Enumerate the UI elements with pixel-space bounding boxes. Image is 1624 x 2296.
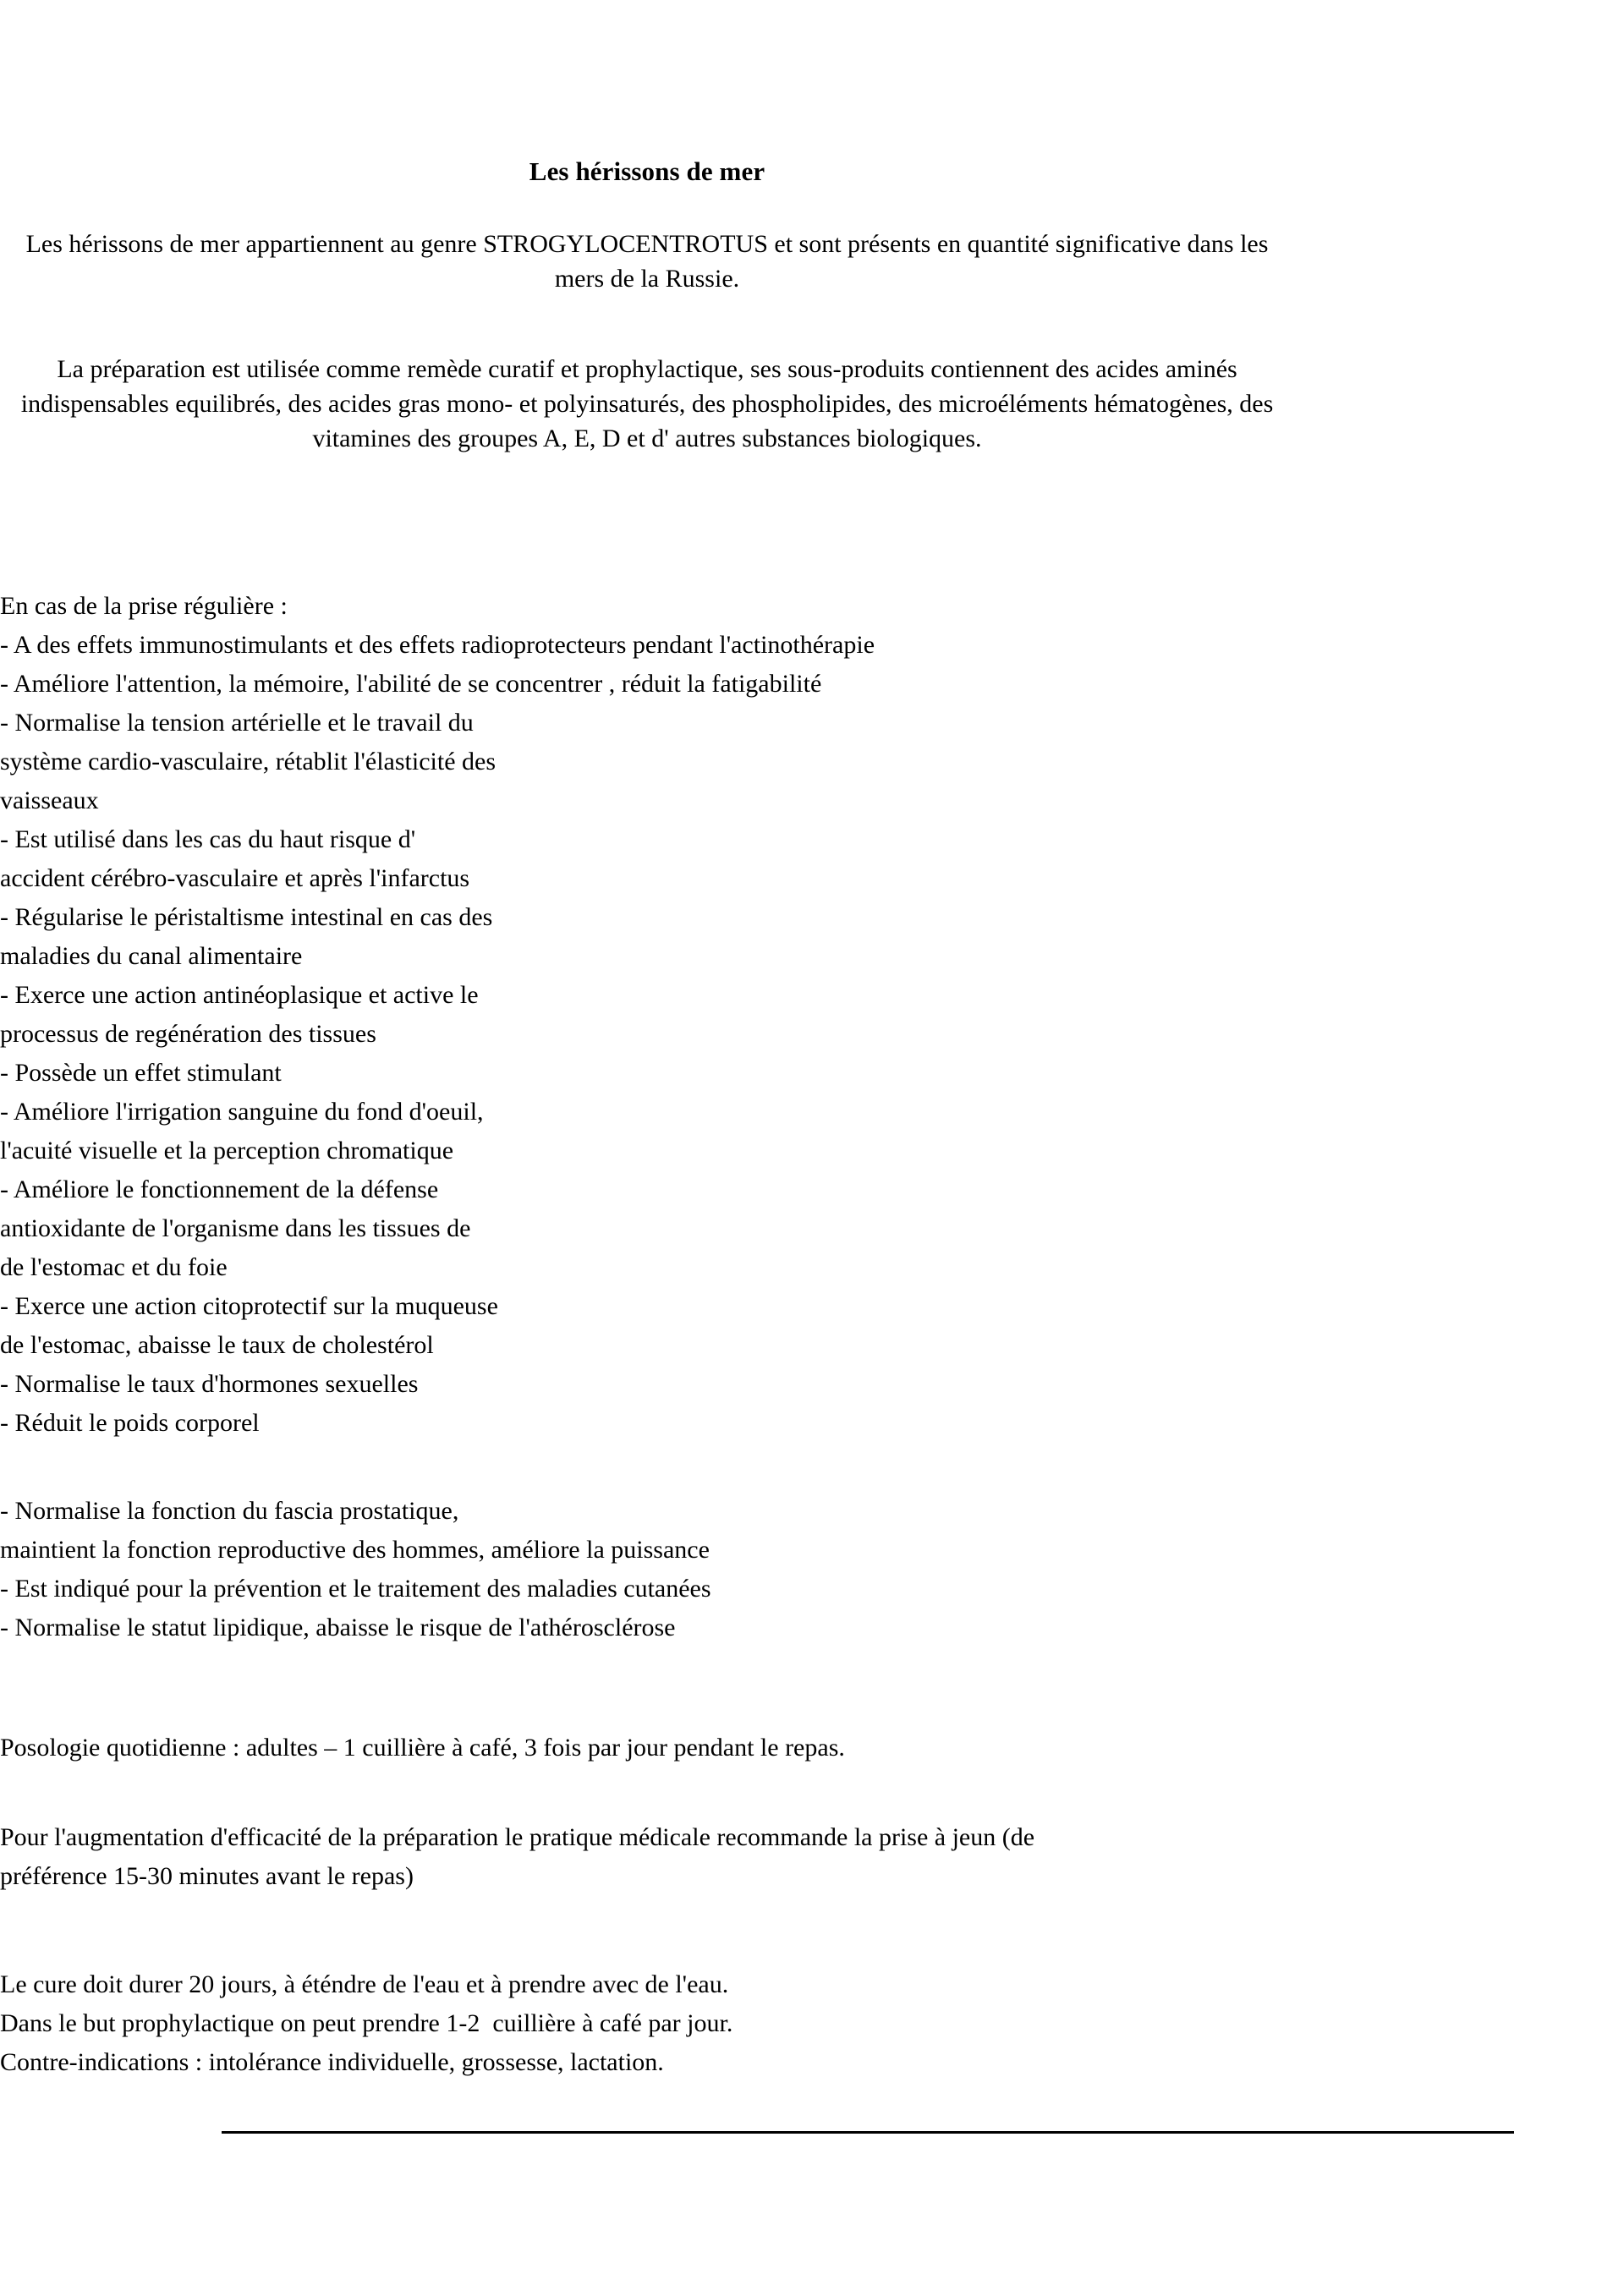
effects-line: - Améliore le fonctionnement de la défense	[0, 1175, 439, 1203]
intro-paragraph-species: Les hérissons de mer appartiennent au genre STROGYLOCENTROTUS et sont présents en quantité significative dans les mers de la Russie.	[25, 230, 1269, 293]
effects-line: - Possède un effet stimulant	[0, 1059, 282, 1087]
efficacy-line: Pour l'augmentation d'efficacité de la préparation le pratique médicale recommande la prise à jeun (de	[0, 1823, 1035, 1851]
effects-line: de l'estomac et du foie	[0, 1253, 228, 1281]
effects-line: - A des effets immunostimulants et des effets radioprotecteurs pendant l'actinothérapie	[0, 631, 875, 659]
posology-line: Posologie quotidienne : adultes – 1 cuillière à café, 3 fois par jour pendant le repas.	[0, 1734, 845, 1762]
effects-line: - Normalise le taux d'hormones sexuelles	[0, 1370, 419, 1398]
prostate-line: - Normalise la fonction du fascia prostatique,	[0, 1497, 459, 1525]
prostate-section	[0, 1492, 1294, 1647]
effects-line: antioxidante de l'organisme dans les tissues de	[0, 1214, 471, 1242]
cure-section	[0, 1965, 1294, 2082]
effects-line: accident cérébro-vasculaire et après l'infarctus	[0, 864, 470, 892]
posology-section	[0, 1729, 1294, 1767]
effects-line: de l'estomac, abaisse le taux de cholestérol	[0, 1331, 434, 1359]
effects-line: - Améliore l'irrigation sanguine du fond d'oeuil,	[0, 1098, 484, 1126]
efficacy-line: préférence 15-30 minutes avant le repas)	[0, 1862, 414, 1890]
effects-line: - Régularise le péristaltisme intestinal en cas des	[0, 903, 493, 931]
effects-line: système cardio-vasculaire, rétablit l'élasticité des	[0, 748, 496, 775]
effects-line: vaisseaux	[0, 786, 99, 814]
footer-divider	[222, 2131, 1514, 2134]
effects-line: - Normalise la tension artérielle et le travail du	[0, 709, 474, 737]
cure-line: Contre-indications : intolérance individuelle, grossesse, lactation.	[0, 2048, 664, 2076]
effects-line: processus de regénération des tissues	[0, 1020, 376, 1048]
effects-section	[0, 587, 1294, 1443]
prostate-line: maintient la fonction reproductive des hommes, améliore la puissance	[0, 1536, 710, 1564]
efficacy-section	[0, 1818, 1294, 1896]
effects-line: - Est utilisé dans les cas du haut risque d'	[0, 825, 416, 853]
cure-line: Le cure doit durer 20 jours, à éténdre de l'eau et à prendre avec de l'eau.	[0, 1970, 729, 1998]
effects-line: - Exerce une action citoprotectif sur la muqueuse	[0, 1292, 498, 1320]
effects-line: l'acuité visuelle et la perception chromatique	[0, 1137, 454, 1164]
effects-line: - Réduit le poids corporel	[0, 1409, 260, 1437]
effects-line: - Exerce une action antinéoplasique et active le	[0, 981, 479, 1009]
effects-line: - Améliore l'attention, la mémoire, l'abilité de se concentrer , réduit la fatigabilité	[0, 670, 822, 698]
page-title: Les hérissons de mer	[529, 156, 765, 186]
effects-line: maladies du canal alimentaire	[0, 942, 303, 970]
cure-line: Dans le but prophylactique on peut prendre 1-2 cuillière à café par jour.	[0, 2009, 733, 2037]
prostate-line: - Normalise le statut lipidique, abaisse le risque de l'athérosclérose	[0, 1614, 676, 1641]
prostate-line: - Est indiqué pour la prévention et le traitement des maladies cutanées	[0, 1575, 711, 1603]
effects-heading: En cas de la prise régulière :	[0, 592, 288, 620]
intro-paragraph-composition: La préparation est utilisée comme remède curatif et prophylactique, ses sous-produits contiennent des acides aminés indispensables equilibrés, des acides gras mono- et polyinsaturés, des phospholipides, des microéléments hématogènes, des vitamines des groupes A, E, D et d' autres substances biologiques.	[20, 355, 1274, 452]
